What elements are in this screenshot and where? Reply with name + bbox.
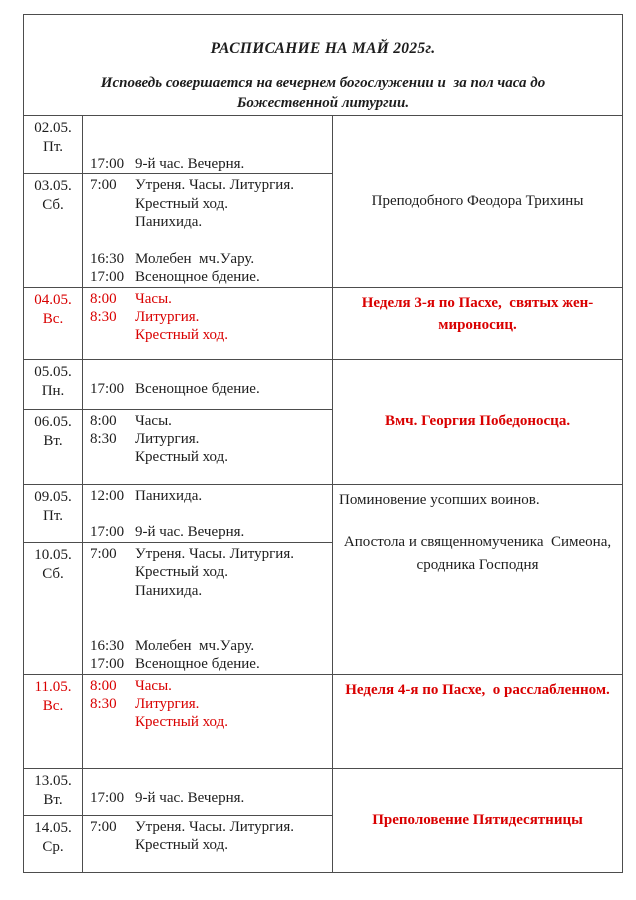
service-line [83, 582, 332, 600]
date-cell-11-05 [24, 674, 83, 768]
service-time [83, 713, 135, 731]
service-text: Часы. [135, 677, 172, 694]
service-text: Литургия. [135, 696, 200, 713]
service-line [83, 448, 332, 466]
schedule-row-04-05 [24, 287, 623, 359]
weekday-label: Вс. [42, 310, 64, 327]
date-label: 14.05. [34, 819, 72, 836]
service-text [135, 362, 332, 380]
service-text [135, 505, 332, 523]
service-text: 9-й час. Вечерня. [135, 790, 245, 807]
feast-text: Неделя 3-я по Пасхе, святых жен-мироносиц. [361, 294, 594, 334]
service-time: 8:00 [90, 290, 117, 307]
date-cell-14-05 [24, 815, 83, 872]
feast-text: Апостола и священномученика Симеона, сродника Господня [343, 534, 615, 573]
service-text: Крестный ход. [135, 837, 229, 854]
document-subtitle: Исповедь совершается на вечернем богослужении и за пол часа до Божественной литургии. [100, 75, 546, 111]
service-time [83, 563, 135, 581]
feast-text: Неделя 4-я по Пасхе, о расслабленном. [345, 681, 610, 698]
service-line [83, 362, 332, 380]
weekday-label: Вт. [43, 432, 63, 449]
feast-cell-02-05 [333, 116, 623, 288]
service-text [135, 231, 332, 249]
date-cell-09-05 [24, 484, 83, 542]
date-label: 11.05. [34, 678, 72, 695]
service-time: 8:30 [90, 431, 117, 448]
service-line [83, 213, 332, 231]
service-time: 8:00 [90, 412, 117, 429]
service-text: Часы. [135, 290, 172, 307]
date-cell-03-05 [24, 174, 83, 287]
service-line [83, 655, 332, 673]
date-cell-10-05 [24, 542, 83, 674]
date-cell-02-05 [24, 116, 83, 174]
header-cell [24, 15, 623, 116]
service-line [83, 713, 332, 731]
service-line [83, 412, 332, 430]
weekday-label: Вс. [42, 697, 64, 714]
service-line [83, 290, 332, 308]
service-text [135, 118, 332, 136]
service-line [83, 380, 332, 398]
service-text: Часы. [135, 412, 172, 429]
service-text: Литургия. [135, 431, 200, 448]
service-time [83, 836, 135, 854]
service-line [83, 268, 332, 286]
service-time: 17:00 [90, 269, 125, 286]
schedule-table [23, 14, 623, 873]
weekday-label: Ср. [42, 838, 64, 855]
service-line [83, 118, 332, 136]
date-label: 03.05. [34, 178, 72, 195]
service-time [83, 448, 135, 466]
date-label: 02.05. [34, 120, 72, 136]
service-line [83, 136, 332, 154]
date-cell-04-05 [24, 287, 83, 359]
date-label: 06.05. [34, 413, 72, 430]
service-time: 7:00 [90, 545, 117, 562]
service-text [135, 618, 332, 636]
service-text [135, 600, 332, 618]
services-cell-09-05 [83, 484, 333, 542]
service-text: Крестный ход. [135, 564, 229, 581]
service-text: Панихида. [135, 214, 203, 230]
service-line [83, 155, 332, 173]
service-time [83, 582, 135, 600]
service-line [83, 487, 332, 505]
services-cell-14-05 [83, 815, 333, 872]
service-text: Молебен мч.Уару. [135, 250, 255, 267]
schedule-row-09-05 [24, 484, 623, 542]
service-text [135, 771, 332, 789]
service-time [83, 195, 135, 213]
service-time: 16:30 [90, 250, 125, 267]
service-line [83, 677, 332, 695]
feast-cell-05-05 [333, 359, 623, 484]
service-text: Всенощное бдение. [135, 656, 260, 673]
service-line [83, 600, 332, 618]
service-time [83, 618, 135, 636]
feast-text: Поминовение усопших воинов. [339, 491, 540, 508]
service-text: Молебен мч.Уару. [135, 637, 255, 654]
service-line [83, 789, 332, 807]
services-cell-02-05 [83, 116, 333, 174]
service-text: 9-й час. Вечерня. [135, 155, 245, 172]
service-time: 8:00 [90, 677, 117, 694]
feast-cell-04-05 [333, 287, 623, 359]
service-text [135, 136, 332, 154]
service-line [83, 771, 332, 789]
header-row [24, 15, 623, 116]
service-text: Литургия. [135, 309, 200, 326]
weekday-label: Пт. [42, 507, 63, 524]
date-cell-05-05 [24, 359, 83, 409]
services-cell-03-05 [83, 174, 333, 287]
service-text: Утреня. Часы. Литургия. [135, 545, 294, 562]
service-time: 7:00 [90, 818, 117, 835]
service-line [83, 618, 332, 636]
service-text: Крестный ход. [135, 449, 229, 466]
services-cell-13-05 [83, 768, 333, 815]
services-cell-11-05 [83, 674, 333, 768]
feast-cell-13-05 [333, 768, 623, 872]
date-cell-06-05 [24, 409, 83, 484]
service-line [83, 430, 332, 448]
service-line [83, 326, 332, 344]
date-label: 05.05. [34, 363, 72, 380]
service-time [83, 213, 135, 231]
services-cell-06-05 [83, 409, 333, 484]
service-text: Крестный ход. [135, 195, 229, 212]
service-line [83, 563, 332, 581]
service-text: Всенощное бдение. [135, 269, 260, 286]
service-time: 17:00 [90, 790, 125, 807]
service-time [83, 326, 135, 344]
schedule-row-13-05 [24, 768, 623, 815]
service-text: Крестный ход. [135, 327, 229, 344]
service-time [83, 136, 135, 154]
schedule-row-11-05 [24, 674, 623, 768]
date-cell-13-05 [24, 768, 83, 815]
weekday-label: Пн. [41, 382, 65, 399]
service-time [83, 600, 135, 618]
services-cell-10-05 [83, 542, 333, 674]
service-time: 17:00 [90, 155, 125, 172]
feast-text: Преподобного Феодора Трихины [371, 193, 584, 210]
service-line [83, 505, 332, 523]
service-text: Крестный ход. [135, 714, 229, 731]
service-line [83, 176, 332, 194]
service-time: 17:00 [90, 381, 125, 397]
service-line [83, 818, 332, 836]
schedule-row-05-05 [24, 359, 623, 409]
weekday-label: Пт. [42, 139, 63, 155]
feast-text: Вмч. Георгия Победоносца. [384, 413, 571, 430]
service-time: 7:00 [90, 177, 117, 194]
weekday-label: Вт. [43, 791, 63, 808]
service-time: 17:00 [90, 656, 125, 673]
date-label: 10.05. [34, 546, 72, 563]
service-line [83, 231, 332, 249]
service-line [83, 523, 332, 541]
service-text: Панихида. [135, 582, 203, 599]
service-text: Утреня. Часы. Литургия. [135, 177, 294, 194]
weekday-label: Сб. [42, 197, 64, 214]
schedule-row-02-05 [24, 116, 623, 174]
date-label: 09.05. [34, 488, 72, 505]
service-time [83, 505, 135, 523]
date-label: 04.05. [34, 291, 72, 308]
weekday-label: Сб. [42, 565, 64, 582]
service-time [83, 771, 135, 789]
service-line [83, 250, 332, 268]
feast-cell-11-05 [333, 674, 623, 768]
service-line [83, 195, 332, 213]
date-label: 13.05. [34, 772, 72, 789]
service-time: 12:00 [90, 487, 125, 504]
service-line [83, 308, 332, 326]
service-time: 8:30 [90, 309, 117, 326]
service-line [83, 836, 332, 854]
services-cell-04-05 [83, 287, 333, 359]
feast-cell-09-05 [333, 484, 623, 674]
service-line [83, 637, 332, 655]
document-title: РАСПИСАНИЕ НА МАЙ 2025г. [210, 40, 436, 57]
service-time [83, 231, 135, 249]
feast-spacer [339, 511, 616, 531]
service-time [83, 118, 135, 136]
service-text: Утреня. Часы. Литургия. [135, 818, 294, 835]
service-line [83, 695, 332, 713]
feast-text: Преполовение Пятидесятницы [372, 811, 583, 828]
services-cell-05-05 [83, 359, 333, 409]
service-text: 9-й час. Вечерня. [135, 524, 245, 541]
service-time: 17:00 [90, 524, 125, 541]
service-time: 16:30 [90, 637, 125, 654]
service-time [83, 362, 135, 380]
service-time: 8:30 [90, 696, 117, 713]
service-text: Всенощное бдение. [135, 381, 260, 397]
service-text: Панихида. [135, 487, 203, 504]
service-line [83, 545, 332, 563]
